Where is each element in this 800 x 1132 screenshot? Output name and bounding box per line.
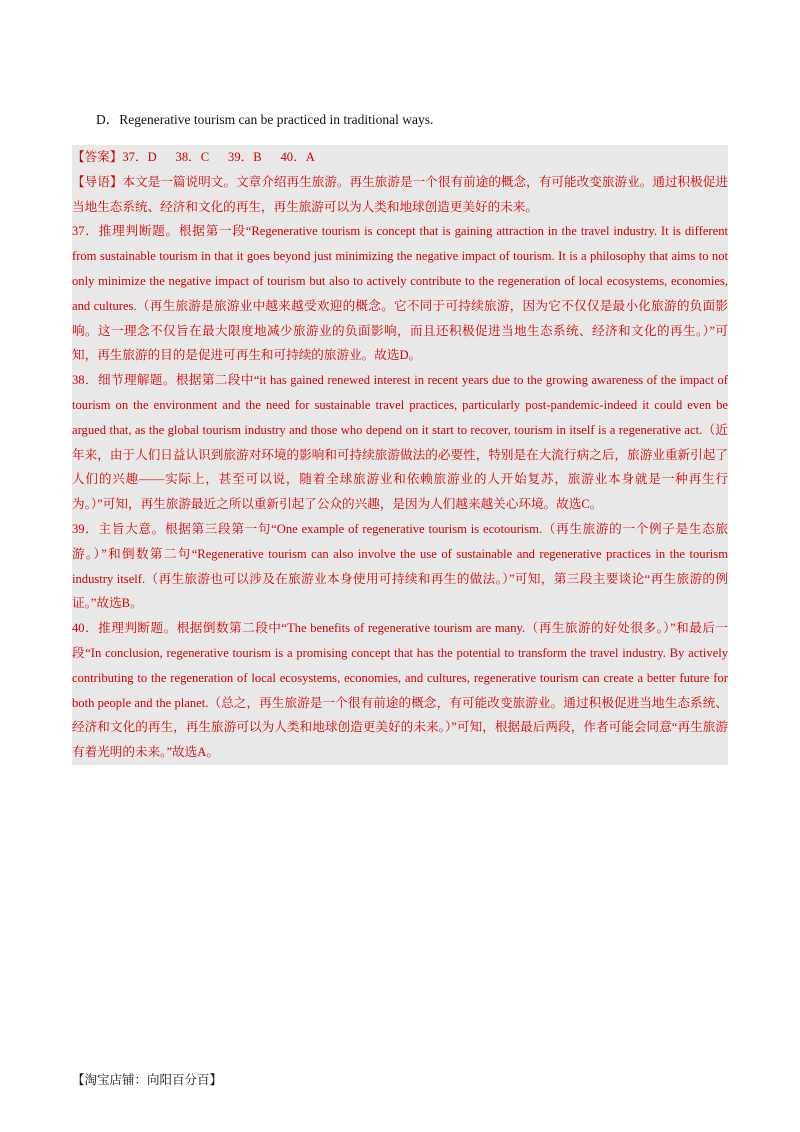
footer-shop-label: 【淘宝店铺：向阳百分百】 bbox=[72, 1072, 223, 1087]
explanation-40: 40．推理判断题。根据倒数第二段中“The benefits of regenerative tourism are many.（再生旅游的好处很多。）”和最后一段“In conclusion, regenerative tourism is a promising concept that has the potential to transform the travel industry. By actively contributing to the regeneration of local ecosystems, economies, and cultures, regenerative tourism can create a better future for both people and the planet.（总之，再生旅游是一个很有前途的概念，有可能改变旅游业。通过积极促进当地生态系统、经济和文化的再生，再生旅游可以为人类和地球创造更美好的未来。）”可知，根据最后两段，作者可能会同意“再生旅游有着光明的未来。”故选A。 bbox=[72, 621, 728, 760]
guide-paragraph: 【导语】本文是一篇说明文。文章介绍再生旅游。再生旅游是一个很有前途的概念，有可能改变旅游业。通过积极促进当地生态系统、经济和文化的再生，再生旅游可以为人类和地球创造更美好的未来。 bbox=[72, 174, 728, 214]
explanation-37: 37．推理判断题。根据第一段“Regenerative tourism is concept that is gaining attraction in the travel industry. It is different from sustainable tourism in that it goes beyond just minimizing the negative impact of tourism. It is a philosophy that aims to not only minimize the negative impact of tourism but also to actively contribute to the regeneration of local ecosystems, economies, and cultures.（再生旅游是旅游业中越来越受欢迎的概念。它不同于可持续旅游，因为它不仅仅是最小化旅游的负面影响。这一理念不仅旨在最大限度地减少旅游业的负面影响，而且还积极促进当地生态系统、经济和文化的再生。）”可知，再生旅游的目的是促进可再生和可持续的旅游业。故选D。 bbox=[72, 224, 728, 363]
option-d-text: D．Regenerative tourism can be practiced in traditional ways. bbox=[96, 111, 434, 127]
explanation-38: 38．细节理解题。根据第二段中“it has gained renewed interest in recent years due to the growing awareness of the impact of tourism on the environment and the need for sustainable travel practices, particularly post-pandemic-indeed it could even be argued that, as the global tourism industry and those who depend on it start to recover, tourism in itself is a regenerative act.（近年来，由于人们日益认识到旅游对环境的影响和可持续旅游做法的必要性，特别是在大流行病之后，旅游业重新引起了人们的兴趣——实际上，甚至可以说，随着全球旅游业和依赖旅游业的人开始复苏，旅游业本身就是一种再生行为。）”可知，再生旅游最近之所以重新引起了公众的兴趣，是因为人们越来越关心环境。故选C。 bbox=[72, 373, 728, 512]
explanation-39: 39．主旨大意。根据第三段第一句“One example of regenerative tourism is ecotourism.（再生旅游的一个例子是生态旅游。）”和倒数第二句“Regenerative tourism can also involve the use of sustainable and regenerative practices in the tourism industry itself.（再生旅游也可以涉及在旅游业本身使用可持续和再生的做法。）”可知，第三段主要谈论“再生旅游的例证。”故选B。 bbox=[72, 521, 728, 611]
answer-explanation-block bbox=[72, 145, 728, 765]
answer-key-line: 【答案】37．D 38．C 39．B 40．A bbox=[72, 150, 315, 164]
